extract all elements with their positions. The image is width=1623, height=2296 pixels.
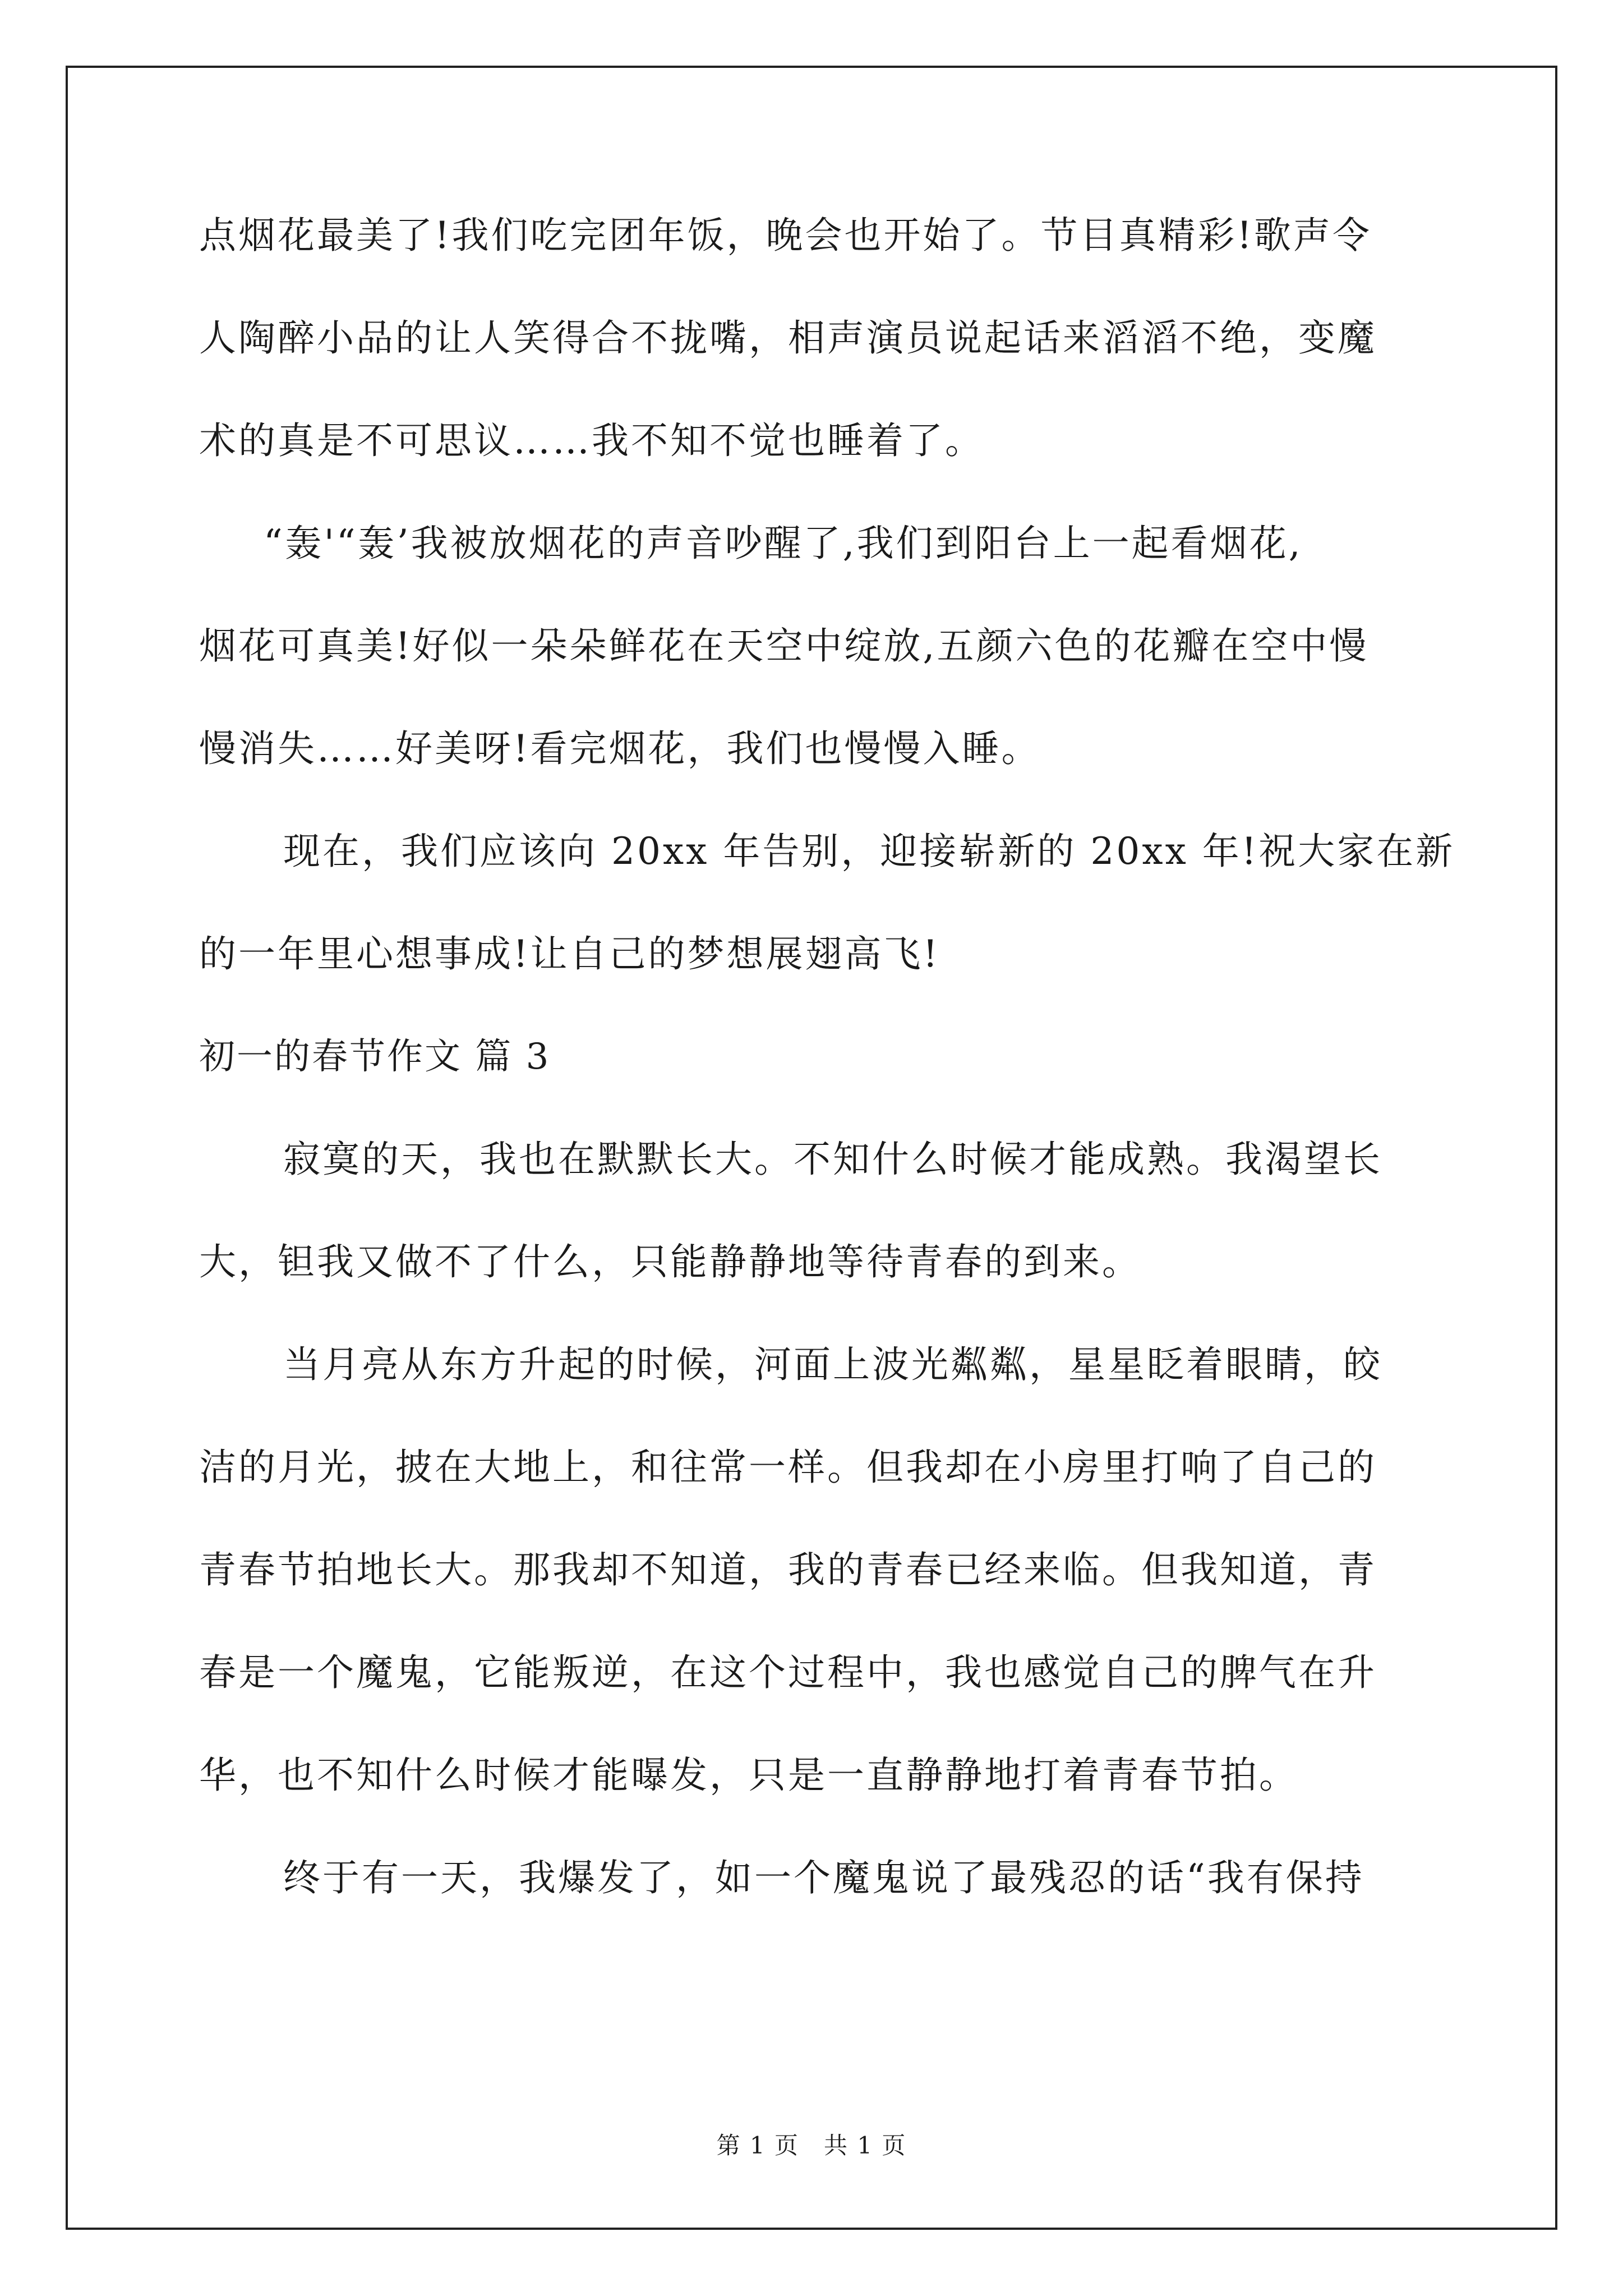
paragraph-line: 当月亮从东方升起的时候，河面上波光粼粼，星星眨着眼睛，皎 xyxy=(283,1343,1382,1386)
paragraph-line: 春是一个魔鬼，它能叛逆，在这个过程中，我也感觉自己的脾气在升 xyxy=(199,1651,1377,1694)
paragraph-line: 人陶醉小品的让人笑得合不拢嘴，相声演员说起话来滔滔不绝，变魔 xyxy=(199,316,1377,360)
paragraph-line: 的一年里心想事成!让自己的梦想展翅高飞! xyxy=(199,932,940,976)
paragraph-line: 终于有一天，我爆发了，如一个魔鬼说了最残忍的话“我有保持 xyxy=(283,1856,1364,1899)
paragraph-line: 洁的月光，披在大地上，和往常一样。但我却在小房里打响了自己的 xyxy=(199,1446,1377,1489)
paragraph-line: 慢消失……好美呀!看完烟花，我们也慢慢入睡。 xyxy=(199,727,1041,770)
section-heading: 初一的春节作文 篇 3 xyxy=(199,1036,551,1078)
paragraph-line: 烟花可真美!好似一朵朵鲜花在天空中绽放,五颜六色的花瓣在空中慢 xyxy=(199,624,1369,668)
paragraph-line: 现在，我们应该向 20xx 年告别，迎接崭新的 20xx 年!祝大家在新 xyxy=(283,830,1455,873)
paragraph-line: 点烟花最美了!我们吃完团年饭，晚会也开始了。节目真精彩!歌声令 xyxy=(199,214,1372,257)
paragraph-line: 青春节拍地长大。那我却不知道，我的青春已经来临。但我知道，青 xyxy=(199,1548,1377,1591)
paragraph-line: 华，也不知什么时候才能曝发，只是一直静静地打着青春节拍。 xyxy=(199,1754,1298,1797)
paragraph-line: 术的真是不可思议……我不知不觉也睡着了。 xyxy=(199,419,984,462)
page-footer: 第 1 页 共 1 页 xyxy=(716,2132,907,2159)
paragraph-line: 大，钽我又做不了什么，只能静静地等待青春的到来。 xyxy=(199,1240,1141,1283)
paragraph-line: 寂寞的天，我也在默默长大。不知什么时候才能成熟。我渴望长 xyxy=(283,1138,1382,1181)
document-body xyxy=(199,213,1455,1901)
paragraph-line: “轰'“轰’我被放烟花的声音吵醒了,我们到阳台上一起看烟花, xyxy=(264,522,1303,565)
